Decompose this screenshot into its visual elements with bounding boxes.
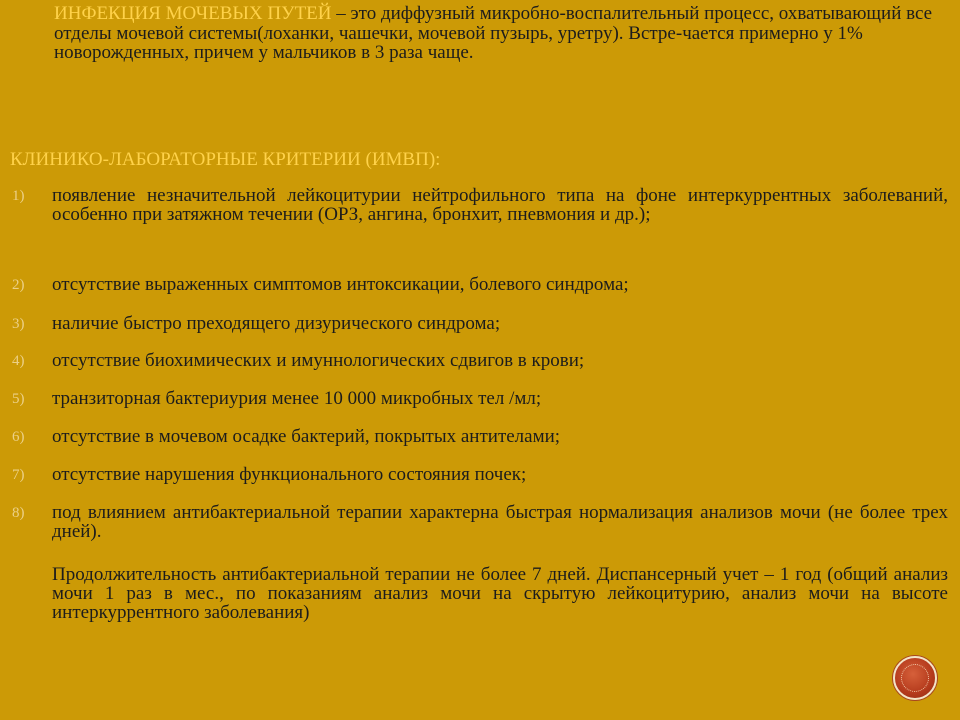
list-item-number: 6) bbox=[12, 429, 25, 445]
criteria-heading: КЛИНИКО-ЛАБОРАТОРНЫЕ КРИТЕРИИ (ИМВП): bbox=[10, 149, 441, 170]
list-item-text: появление незначительной лейкоцитурии нейтрофильного типа на фоне интеркуррентных заболеваний, особенно при затяжном течении (ОРЗ, ангина, бронхит, пневмония и др.); bbox=[52, 185, 948, 225]
ornament-icon bbox=[901, 664, 929, 692]
list-item bbox=[12, 185, 948, 225]
list-item bbox=[12, 502, 948, 542]
list-item-number: 4) bbox=[12, 353, 25, 369]
list-item-text: отсутствие выраженных симптомов интоксикации, болевого синдрома; bbox=[52, 274, 629, 295]
list-item-number: 7) bbox=[12, 467, 25, 483]
list-item-number: 5) bbox=[12, 391, 25, 407]
intro-text: – это диффузный микробно-воспалительный процесс, охватывающий все отделы мочевой системы(лоханки, чашечки, мочевой пузырь, уретру). Встре-чается примерно у 1% новорожденных, причем у мальчиков в 3 раза чаще. bbox=[54, 3, 933, 63]
list-item-number: 8) bbox=[12, 505, 25, 521]
list-item-text: транзиторная бактериурия менее 10 000 микробных тел /мл; bbox=[52, 388, 542, 409]
list-item-text: отсутствие в мочевом осадке бактерий, покрытых антителами; bbox=[52, 426, 561, 447]
list-item-text: наличие быстро преходящего дизурического синдрома; bbox=[52, 313, 501, 334]
list-item bbox=[12, 388, 948, 409]
slide-nav-button[interactable] bbox=[893, 656, 937, 700]
list-item-text: отсутствие нарушения функционального состояния почек; bbox=[52, 464, 527, 485]
list-item bbox=[12, 350, 948, 371]
list-item-text: под влиянием антибактериальной терапии характерна быстрая нормализация анализов мочи (не более трех дней). bbox=[52, 502, 948, 542]
list-item bbox=[12, 274, 948, 295]
list-item-number: 1) bbox=[12, 188, 25, 204]
list-item bbox=[12, 426, 948, 447]
list-item bbox=[12, 464, 948, 485]
list-item bbox=[12, 313, 948, 334]
list-item-number: 2) bbox=[12, 277, 25, 293]
list-item-text: отсутствие биохимических и имуннологических сдвигов в крови; bbox=[52, 350, 585, 371]
list-item-number: 3) bbox=[12, 316, 25, 332]
closing-paragraph: Продолжительность антибактериальной терапии не более 7 дней. Диспансерный учет – 1 год (общий анализ мочи 1 раз в мес., по показаниям анализ мочи на скрытую лейкоцитурию, анализ мочи на высоте интеркуррентного заболевания) bbox=[52, 564, 948, 623]
intro-highlight: ИНФЕКЦИЯ МОЧЕВЫХ ПУТЕЙ bbox=[54, 3, 332, 24]
intro-paragraph bbox=[54, 4, 944, 63]
